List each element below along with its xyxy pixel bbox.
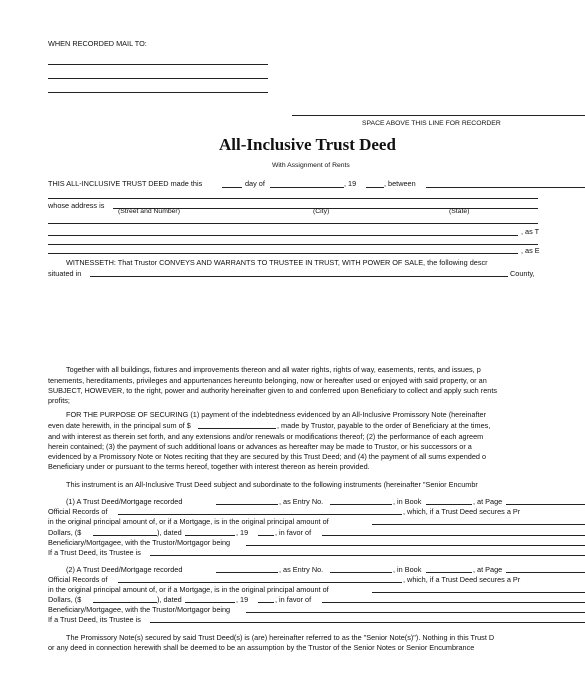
item2-favor-field[interactable] [322,602,585,603]
as-trustee-text: , as T [521,227,540,236]
subordinate-text: This instrument is an All-Inclusive Trust Deed subject and subordinate to the following instruments (hereinafter "Senior Encumbr [66,480,478,489]
street-caption: (Street and Number) [118,208,180,215]
purpose-line-3: and with interest as therein set forth, and any extensions and/or renewals or modifications thereof; (2) the performance of each agreem [48,432,484,441]
item1-favor-field[interactable] [322,535,585,536]
promissory-line-1: The Promissory Note(s) secured by said Trust Deed(s) is (are) hereinafter referred to as the "Senior Note(s)"). Nothing in this Trust D [66,633,495,642]
purpose-line-6: Beneficiary under or pursuant to the terms hereof, together with interest thereon as herein provided. [48,462,370,471]
together-line-4: profits; [48,396,70,405]
made-this-text: THIS ALL-INCLUSIVE TRUST DEED made this [48,179,203,188]
item2-book: , in Book [393,565,422,574]
item1-recorded-field[interactable] [216,504,278,505]
together-line-1: Together with all buildings, fixtures and improvements thereon and all water rights, rights of way, easements, rents, and issues, p [66,365,481,374]
mail-to-line-1[interactable] [48,64,268,65]
whose-address-label: whose address is [48,201,105,210]
space-above-label: SPACE ABOVE THIS LINE FOR RECORDER [362,120,501,127]
year-prefix-text: , 19 [344,179,357,188]
state-caption: (State) [449,208,470,215]
item2-original: in the original principal amount of, or if a Mortgage, is in the original principal amount of [48,585,329,594]
beneficiary-field[interactable] [48,253,518,254]
item2-favor: , in favor of [275,595,312,604]
item2-date-field[interactable] [185,602,235,603]
purpose-line-5: evidenced by a Promissory Note or Notes reciting that they are secured by this Trust Deed; and (4) the payment of all sums expended o [48,452,487,461]
party-field-2[interactable] [48,198,538,199]
item2-which: , which, if a Trust Deed secures a Pr [403,575,521,584]
item2-recorded: (2) A Trust Deed/Mortgage recorded [66,565,183,574]
purpose-line-4: herein contained; (3) the payment of such additional loans or advances as hereafter may be made to Trustor, or his successors or a [48,442,472,451]
party-field-4[interactable] [48,244,538,245]
item1-entry: , as Entry No. [279,497,324,506]
mail-to-line-2[interactable] [48,78,268,79]
item2-dollars: Dollars, ($ [48,595,82,604]
item1-book: , in Book [393,497,422,506]
year-field[interactable] [366,187,384,188]
item1-trustee: If a Trust Deed, its Trustee is [48,548,141,557]
recorder-divider [292,115,585,116]
item1-19: , 19 [236,528,249,537]
item2-year-field[interactable] [258,602,274,603]
together-line-3: SUBJECT, HOWEVER, to the right, power and authority hereinafter given to and conferred upon Beneficiary to collect and apply such rents [48,386,497,395]
party-field-1[interactable] [426,187,585,188]
item1-trustee-field[interactable] [150,555,585,556]
document-title: All-Inclusive Trust Deed [219,135,396,154]
county-text: County, [510,269,535,278]
item2-trustee-field[interactable] [150,622,585,623]
item1-favor: , in favor of [275,528,312,537]
item1-trustor-field[interactable] [246,545,585,546]
purpose-line-2a: even date herewith, in the principal sum of $ [48,421,191,430]
promissory-line-2: or any deed in connection herewith shall be deemed to be an assumption by the Trustor of the Senior Notes or Senior Encumbrance [48,643,475,652]
item2-dated: ), dated [157,595,182,604]
mail-to-line-3[interactable] [48,92,268,93]
item1-original: in the original principal amount of, or if a Mortgage, is in the original principal amount of [48,517,329,526]
document-subtitle: With Assignment of Rents [272,162,350,169]
item2-page-field[interactable] [506,572,585,573]
item1-page: , at Page [473,497,503,506]
city-caption: (City) [313,208,330,215]
item2-official: Official Records of [48,575,108,584]
together-line-2: tenements, hereditaments, privileges and appurtenances hereunto belonging, now or hereafter used or enjoyed with said property, or an [48,376,487,385]
item1-year-field[interactable] [258,535,274,536]
item1-dated: ), dated [157,528,182,537]
item2-entry-field[interactable] [330,572,392,573]
principal-sum-field[interactable] [198,428,276,429]
item1-official: Official Records of [48,507,108,516]
item2-dollars-field[interactable] [93,602,157,603]
trustee-field[interactable] [48,235,518,236]
item1-entry-field[interactable] [330,504,392,505]
item2-beneficiary: Beneficiary/Mortgagee, with the Trustor/Mortgagor being [48,605,231,614]
purpose-line-1: FOR THE PURPOSE OF SECURING (1) payment of the indebtedness evidenced by an All-Inclusive Promissory Note (hereinafter [66,410,487,419]
day-of-text: day of [245,179,265,188]
party-field-3[interactable] [48,223,538,224]
month-field[interactable] [270,187,344,188]
item1-recorded: (1) A Trust Deed/Mortgage recorded [66,497,183,506]
item2-amount-words-field[interactable] [372,592,585,593]
item1-amount-words-field[interactable] [372,524,585,525]
item2-trustor-field[interactable] [246,612,585,613]
item2-page: , at Page [473,565,503,574]
situated-label: situated in [48,269,82,278]
county-field[interactable] [90,276,508,277]
item2-county-field[interactable] [118,582,402,583]
purpose-line-2b: , made by Trustor, payable to the order of Beneficiary at the times, [277,421,491,430]
item2-book-field[interactable] [426,572,472,573]
item1-beneficiary: Beneficiary/Mortgagee, with the Trustor/Mortgagor being [48,538,231,547]
day-field[interactable] [222,187,242,188]
item1-book-field[interactable] [426,504,472,505]
between-text: , between [384,179,416,188]
when-recorded-label: WHEN RECORDED MAIL TO: [48,39,147,48]
item1-which: , which, if a Trust Deed secures a Pr [403,507,521,516]
item2-entry: , as Entry No. [279,565,324,574]
item2-recorded-field[interactable] [216,572,278,573]
item1-dollars: Dollars, ($ [48,528,82,537]
item2-19: , 19 [236,595,249,604]
item2-trustee: If a Trust Deed, its Trustee is [48,615,141,624]
witnesseth-text: WITNESSETH: That Trustor CONVEYS AND WARRANTS TO TRUSTEE IN TRUST, WITH POWER OF SALE, the following descr [66,258,488,267]
as-beneficiary-text: , as E [521,246,540,255]
item1-dollars-field[interactable] [93,535,157,536]
item1-page-field[interactable] [506,504,585,505]
item1-date-field[interactable] [185,535,235,536]
item1-county-field[interactable] [118,514,402,515]
